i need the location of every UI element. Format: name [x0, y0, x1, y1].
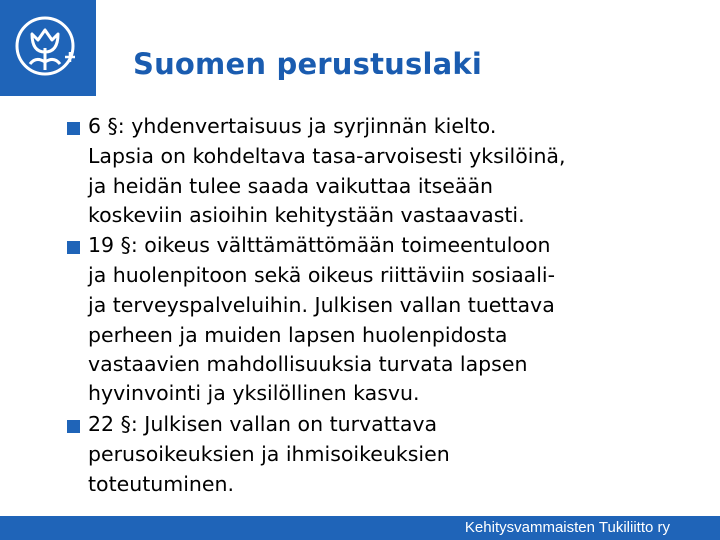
bullet-line: hyvinvointi ja yksilöllinen kasvu. [88, 381, 420, 405]
bullet-line: perheen ja muiden lapsen huolenpidosta [88, 323, 508, 347]
logo-box [0, 0, 96, 96]
bullet-line: toteutuminen. [88, 472, 235, 496]
bullet-line: ja terveyspalveluihin. Julkisen vallan tuettava [88, 293, 555, 317]
bullet-line: vastaavien mahdollisuuksia turvata lapsen [88, 352, 528, 376]
bullet-line: perusoikeuksien ja ihmisoikeuksien [88, 442, 450, 466]
footer-organization-name: Kehitysvammaisten Tukiliitto ry [464, 519, 670, 536]
bullet-line: ja heidän tulee saada vaikuttaa itseään [88, 174, 494, 198]
slide-title: Suomen perustuslaki [133, 47, 483, 81]
footer-bar [0, 516, 720, 540]
bullet-line: koskeviin asioihin kehitystään vastaavasti. [88, 203, 525, 227]
bullet-line: ja huolenpitoon sekä oikeus riittäviin sosiaali- [88, 263, 556, 287]
bullet-square-icon [67, 420, 80, 433]
bullet-line: 6 §: yhdenvertaisuus ja syrjinnän kielto. [88, 114, 497, 138]
bullet-line: Lapsia on kohdeltava tasa-arvoisesti yksilöinä, [88, 144, 566, 168]
bullet-line: 19 §: oikeus välttämättömään toimeentuloon [88, 233, 551, 257]
organization-logo-icon [12, 8, 84, 86]
bullet-line: 22 §: Julkisen vallan on turvattava [88, 412, 438, 436]
bullet-square-icon [67, 122, 80, 135]
bullet-square-icon [67, 241, 80, 254]
